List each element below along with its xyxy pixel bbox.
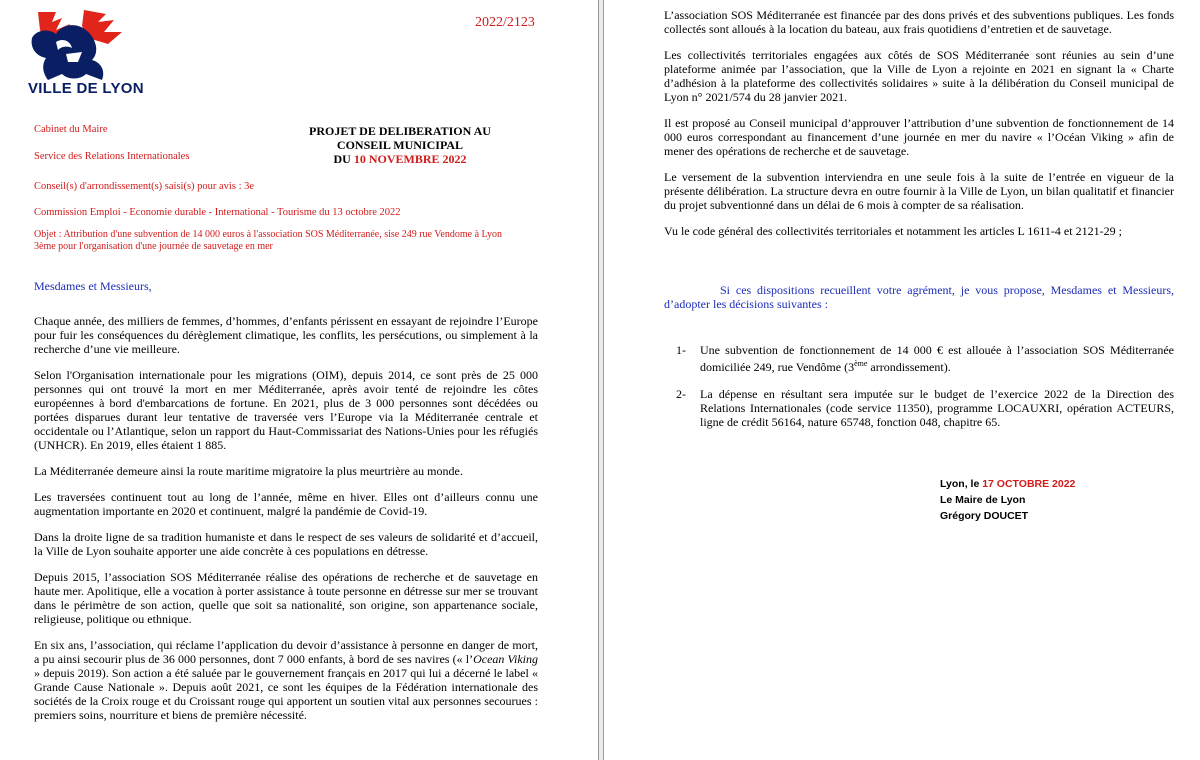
decision-number: 2- [676,387,686,401]
paragraph: Vu le code général des collectivités territoriales et notamment les articles L 1611-4 et 2121-29 ; [664,224,1122,238]
salutation: Mesdames et Messieurs, [34,279,152,293]
title-date-prefix: DU [333,152,354,166]
deliberation-title [300,124,500,166]
decision-text-part: Une subvention de fonctionnement de 14 000 € est allouée à l’association SOS Méditerranée domiciliée 249, rue Vendôme (3 [700,343,1174,374]
paragraph: La Méditerranée demeure ainsi la route maritime migratoire la plus meurtrière au monde. [34,464,463,478]
cabinet-label: Cabinet du Maire [34,124,108,135]
paragraph: L’association SOS Méditerranée est financée par des dons privés et des subventions publiques. Les fonds collectés sont alloués à la location du bateau, aux frais quotidiens d’entretien et de sauvetage. [664,8,1174,36]
paragraph: Selon l'Organisation internationale pour les migrations (OIM), depuis 2014, ce sont près de 25 000 personnes qui ont trouvé la mort en mer Méditerranée, après avoir tenté de rejoindre les côtes européennes à bord d'embarcations de fortune. En 2021, plus de 3 000 personnes sont décédées ou portées disparues durant leur tentative de traversée vers l’Europe via la Méditerranée centrale et occidentale ou l’Atlantique, selon un rapport du Haut-Commissariat des Nations-Unies pour les réfugiés (UNHCR). En 2019, elles étaient 1 885. [34,368,538,452]
left-body [34,314,538,734]
paragraph: Chaque année, des milliers de femmes, d’hommes, d’enfants périssent en essayant de rejoindre l’Europe pour fuir les conséquences du dérèglement climatique, les conflits, les persécutions, ou simplement à la recherche d’une vie meilleure. [34,314,538,356]
paragraph-part: » depuis 2019). Son action a été saluée par le gouvernement français en 2017 qui lui a décerné le label « Grande Cause Nationale ». Depuis août 2021, ce sont les équipes de la Fédération internationale des sociétés de la Croix rouge et du Croissant rouge qui apportent un soutien vital aux personnes secourues : premiers soins, nourriture et biens de première nécessité. [34,666,538,722]
paragraph [34,638,538,722]
signature-date: 17 OCTOBRE 2022 [982,478,1076,490]
document-number: 2022/2123 [475,15,535,30]
decision-number: 1- [676,343,686,357]
paragraph: Dans la droite ligne de sa tradition humaniste et dans le respect de ses valeurs de solidarité et d’accueil, la Ville de Lyon souhaite apporter une aide concrète à ces populations en détresse. [34,530,538,558]
decision-text-part: arrondissement). [867,360,951,374]
signature-role: Le Maire de Lyon [940,494,1026,506]
session-date: 10 NOVEMBRE 2022 [353,152,467,166]
signature-name: Grégory DOUCET [940,510,1029,522]
paragraph-part: En six ans, l’association, qui réclame l’application du devoir d’assistance à personne en danger de mort, a pu ainsi secourir plus de 36 000 personnes, dont 7 000 enfants, à bord de ses navires (« l’ [34,638,538,666]
decision-text [700,343,1174,374]
paragraph: Depuis 2015, l’association SOS Méditerranée réalise des opérations de recherche et de sauvetage en haute mer. Apolitique, elle a vocation à porter assistance à toute personne en détresse sur mer se trouvant dans le périmètre de son action, quelle que soit sa nationalité, son origine, son appartenance sociale, religieuse, politique ou ethnique. [34,570,538,626]
paragraph: Il est proposé au Conseil municipal d’approuver l’attribution d’une subvention de fonctionnement de 14 000 euros correspondant au financement d’une journée en mer du navire « l’Océan Viking » afin de mener des opérations de recherche et de sauvetage. [664,116,1174,158]
decision-item-2 [676,387,1174,429]
service-label: Service des Relations Internationales [34,151,190,162]
logo-text: VILLE DE LYON [28,80,144,97]
signature-block [940,476,1075,524]
paragraph: Les traversées continuent tout au long de l’année, même en hiver. Elles ont d’ailleurs connu une augmentation importante en 2020 et continuent, malgré la pandémie de Covid-19. [34,490,538,518]
signature-date-line [940,476,1075,492]
proposal-text [664,283,1174,311]
decision-text: La dépense en résultant sera imputée sur le budget de l’exercice 2022 de la Direction des Relations Internationales (code service 11350), programme LOCAUXRI, opération ACTEURS, ligne de crédit 56164, nature 65748, fonction 048, chapitre 65. [700,387,1174,429]
objet-text [34,229,554,253]
title-line-3 [300,152,500,166]
objet-line-1: Objet : Attribution d'une subvention de 14 000 euros à l'association SOS Méditerranée, sise 249 rue Vendome à Lyon [34,229,503,240]
ship-name: Ocean Viking [473,652,538,666]
paragraph: Les collectivités territoriales engagées aux côtés de SOS Méditerranée sont réunies au sein d’une plateforme animée par l’association, que la Ville de Lyon a rejointe en 2021 en signant la « Charte d’adhésion à la plateforme des collectivités solidaires » suite à la délibération du Conseil municipal de Lyon n° 2021/574 du 28 janvier 2021. [664,48,1174,104]
paragraph: Le versement de la subvention interviendra en une seule fois à la suite de l’entrée en vigueur de la présente délibération. La structure devra en outre fournir à la Ville de Lyon, un bilan qualitatif et financier du projet subventionné dans un délai de 6 mois à compter de sa réalisation. [664,170,1174,212]
left-page [0,0,598,760]
title-line-1: PROJET DE DELIBERATION AU [309,124,491,138]
ordinal-suffix: ème [854,359,868,368]
conseil-label: Conseil(s) d'arrondissement(s) saisi(s) pour avis : 3e [34,181,255,192]
objet-line-2: 3ème pour l'organisation d'une journée de sauvetage en mer [34,241,273,252]
right-body [664,8,1174,250]
proposal-sentence: Si ces dispositions recueillent votre agrément, je vous propose, Mesdames et Messieurs, d’adopter les décisions suivantes : [664,283,1174,311]
signature-place: Lyon, le [940,478,983,490]
decision-item-1 [676,343,1174,374]
title-line-2: CONSEIL MUNICIPAL [336,138,464,152]
commission-label: Commission Emploi - Economie durable - International - Tourisme du 13 octobre 2022 [34,207,401,218]
